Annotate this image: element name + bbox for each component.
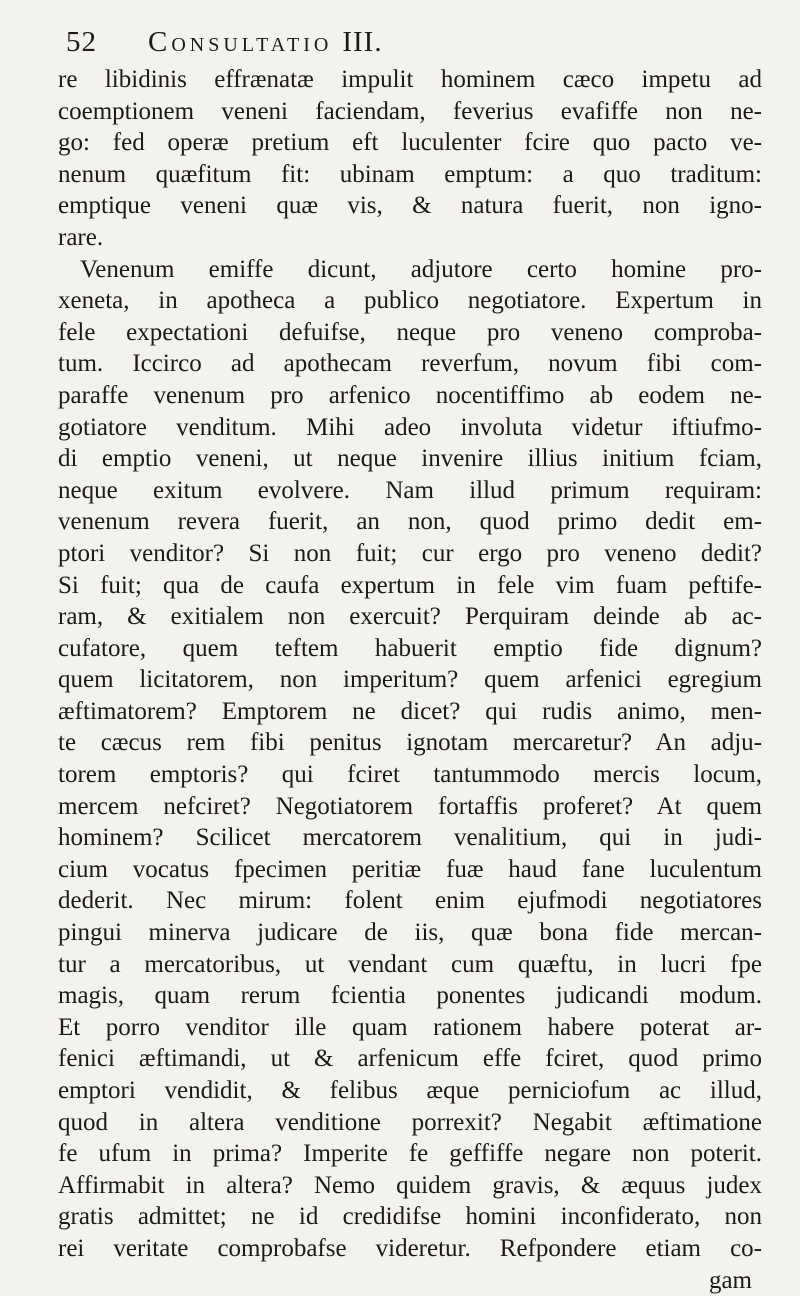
text-line: rare. [58,223,104,251]
text-line: pingui minerva judicare de iis, quæ bona fide mercan- [58,919,762,947]
text-line: xeneta, in apotheca a publico negotiatore. Expertum in [58,287,762,315]
text-line: mercem nefciret? Negotiatorem fortaffis proferet? At quem [58,792,762,820]
text-line: neque exitum evolvere. Nam illud primum requiram: [58,476,762,504]
text-line: fele expectationi defuifse, neque pro veneno comproba- [58,318,762,346]
text-line: quem licitatorem, non imperitum? quem arfenici egregium [58,666,762,694]
section-number: III. [342,26,383,58]
text-line: rei veritate comprobafse videretur. Refpondere etiam co- [58,1234,762,1262]
text-line: cium vocatus fpecimen peritiæ fuæ haud fane luculentum [58,855,762,883]
text-line: Et porro venditor ille quam rationem habere poterat ar- [58,1013,762,1041]
text-line: gotiatore venditum. Mihi adeo involuta videtur iftiufmo- [58,413,762,441]
text-line: Si fuit; qua de caufa expertum in fele vim fuam peftife- [58,571,762,599]
text-line: go: fed operæ pretium eft luculenter fcire quo pacto ve- [58,129,762,157]
text-line: coemptionem veneni faciendam, feverius evafiffe non ne- [58,97,762,125]
text-line: paraffe venenum pro arfenico nocentiffimo ab eodem ne- [58,381,762,409]
text-line: quod in altera venditione porrexit? Negabit æftimatione [58,1108,762,1136]
text-line: di emptio veneni, ut neque invenire illius initium fciam, [58,445,762,473]
text-line: te cæcus rem fibi penitus ignotam mercaretur? An adju- [58,729,762,757]
catchword: gam [708,1266,752,1294]
text-line: tum. Iccirco ad apothecam reverfum, novum fibi com- [58,350,762,378]
text-line: re libidinis effrænatæ impulit hominem cæco impetu ad [58,66,762,93]
text-line: ptori venditor? Si non fuit; cur ergo pro veneno dedit? [58,539,762,567]
text-line: Venenum emiffe dicunt, adjutore certo homine pro- [80,255,762,283]
text-line: emptique veneni quæ vis, & natura fuerit, non igno- [58,192,762,220]
running-title-text: Consultatio [148,26,333,58]
text-line: cufatore, quem teftem habuerit emptio fide dignum? [58,634,762,662]
running-title [148,22,383,62]
text-line: tur a mercatoribus, ut vendant cum quæftu, in lucri fpe [58,950,762,978]
text-line: ram, & exitialem non exercuit? Perquiram deinde ab ac- [58,603,762,631]
text-line: torem emptoris? qui fciret tantummodo mercis locum, [58,761,762,789]
text-line: nenum quæfitum fit: ubinam emptum: a quo traditum: [58,160,762,188]
text-line: emptori vendidit, & felibus æque perniciofum ac illud, [58,1077,762,1104]
text-body [58,64,762,1265]
running-head [58,22,762,62]
text-line: fenici æftimandi, ut & arfenicum effe fciret, quod primo [58,1045,762,1073]
text-line: fe ufum in prima? Imperite fe geffiffe negare non poterit. [58,1140,762,1168]
text-line: hominem? Scilicet mercatorem venalitium, qui in judi- [58,824,762,852]
text-line: æftimatorem? Emptorem ne dicet? qui rudis animo, men- [58,697,762,725]
text-line: dederit. Nec mirum: folent enim ejufmodi negotiatores [58,887,762,915]
text-line: Affirmabit in altera? Nemo quidem gravis, & æquus judex [58,1171,762,1199]
page-number: 52 [66,26,97,58]
text-line: gratis admittet; ne id credidifse homini inconfiderato, non [58,1203,762,1231]
text-line: magis, quam rerum fcientia ponentes judicandi modum. [58,982,762,1010]
text-line: venenum revera fuerit, an non, quod primo dedit em- [58,508,762,536]
